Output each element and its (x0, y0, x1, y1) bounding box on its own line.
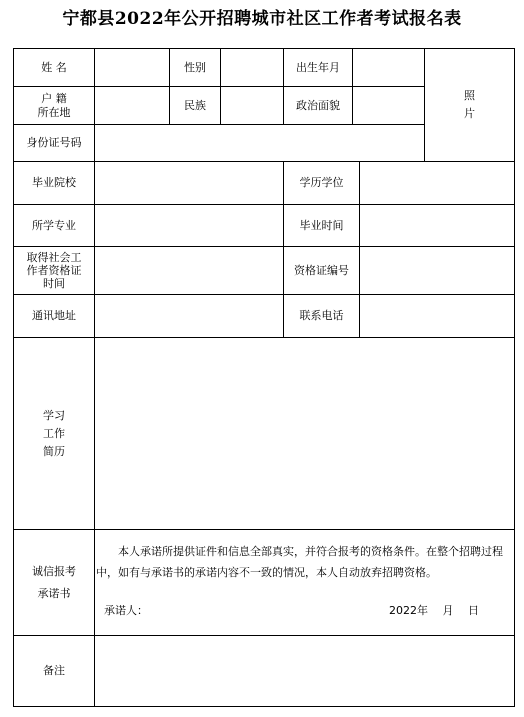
resume-label-line2: 工作 (43, 426, 65, 440)
hukou-label-line2: 所在地 (37, 105, 71, 119)
pledge-text (96, 541, 516, 583)
major-field[interactable] (95, 205, 283, 246)
remarks-field[interactable] (95, 636, 514, 706)
hukou-label (14, 87, 94, 124)
address-field[interactable] (95, 295, 283, 337)
certificate-time-label-line3: 时间 (43, 277, 65, 290)
pledge-label (14, 530, 94, 635)
certificate-time-label-line1: 取得社会工 (26, 251, 82, 264)
major-label: 所学专业 (32, 218, 76, 232)
degree-label: 学历学位 (299, 176, 344, 189)
pledge-signature-row (104, 602, 504, 618)
certificate-time-field[interactable] (95, 247, 283, 294)
resume-field[interactable] (95, 338, 514, 529)
political-status-label: 政治面貌 (296, 98, 340, 112)
certificate-time-label-line2: 作者资格证 (26, 264, 82, 277)
id-number-label: 身份证号码 (26, 136, 82, 149)
pledge-date: 2022年 月 日 (389, 604, 479, 617)
phone-label: 联系电话 (299, 309, 344, 322)
resume-label (14, 338, 94, 529)
graduation-date-field[interactable] (360, 205, 514, 246)
graduation-date-label: 毕业时间 (299, 218, 344, 232)
form-title: 宁都县2022年公开招聘城市社区工作者考试报名表 (62, 9, 462, 29)
resume-label-line3: 简历 (43, 444, 65, 458)
school-field[interactable] (95, 162, 283, 204)
certificate-number-label: 资格证编号 (294, 263, 349, 277)
signer-label: 承诺人： (104, 604, 148, 617)
ethnicity-field[interactable] (221, 87, 283, 124)
birth-date-label: 出生年月 (296, 60, 340, 74)
phone-field[interactable] (360, 295, 514, 337)
hukou-field[interactable] (95, 87, 169, 124)
hukou-label-line1: 户 籍 (41, 91, 67, 105)
photo-label-line1: 照 (464, 89, 475, 102)
name-field[interactable] (95, 49, 169, 86)
gender-field[interactable] (221, 49, 283, 86)
pledge-paragraph: 本人承诺所提供证件和信息全部真实，并符合报考的资格条件。在整个招聘过程中，如有与承诺书的承诺内容不一致的情况，本人自动放弃招聘资格。 (96, 545, 503, 579)
remarks-label: 备注 (43, 664, 65, 677)
gender-label: 性别 (184, 60, 206, 74)
certificate-time-label (14, 247, 94, 294)
ethnicity-label: 民族 (184, 98, 206, 112)
id-number-field[interactable] (95, 125, 424, 161)
pledge-label-line2: 承诺书 (37, 586, 71, 600)
resume-label-line1: 学习 (43, 408, 65, 422)
certificate-number-field[interactable] (360, 247, 514, 294)
school-label: 毕业院校 (32, 176, 76, 189)
political-status-field[interactable] (353, 87, 424, 124)
pledge-label-line1: 诚信报考 (32, 564, 76, 578)
degree-field[interactable] (360, 162, 514, 204)
address-label: 通讯地址 (32, 309, 76, 322)
birth-date-field[interactable] (353, 49, 424, 86)
name-label: 姓 名 (41, 60, 67, 74)
photo-label-line2: 片 (464, 107, 475, 120)
photo-area[interactable] (425, 49, 514, 161)
